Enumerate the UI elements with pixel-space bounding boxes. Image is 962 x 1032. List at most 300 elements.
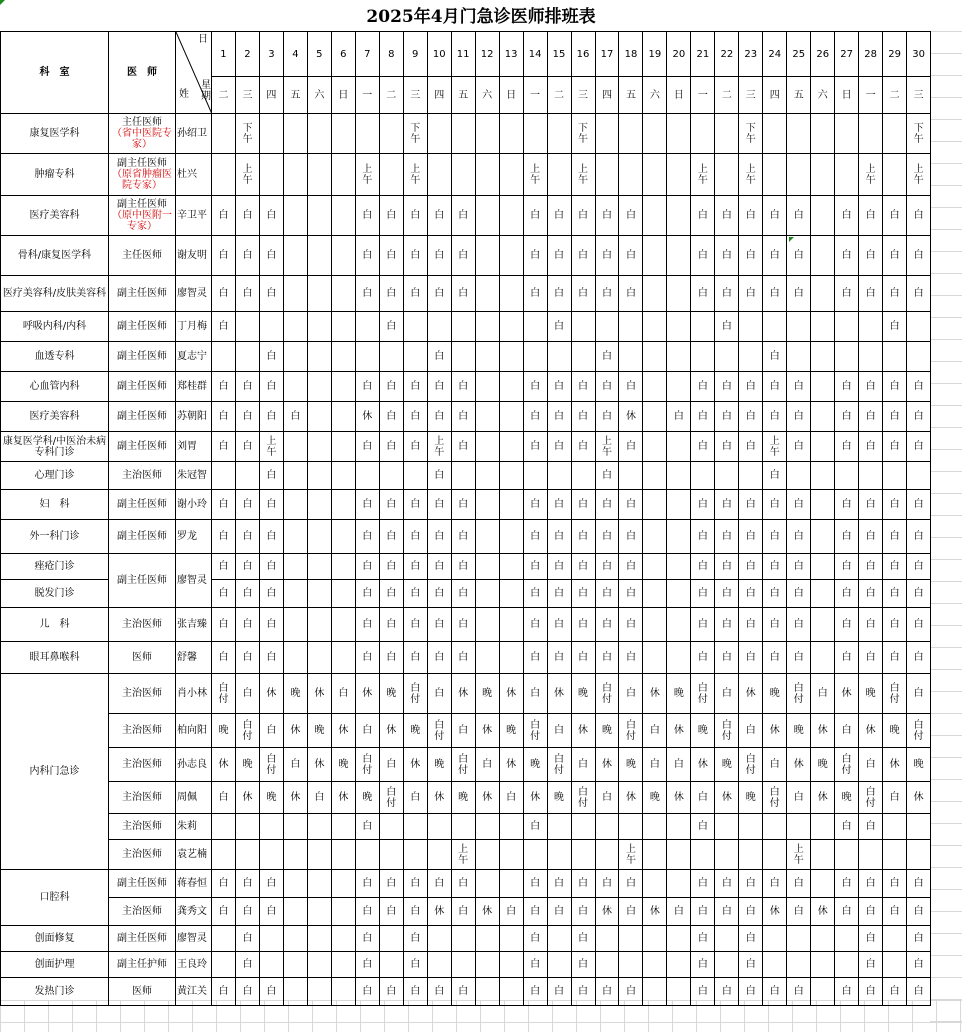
shift-cell bbox=[355, 312, 379, 342]
shift-cell bbox=[212, 978, 236, 1006]
shift-cell bbox=[259, 154, 283, 196]
shift-value: 白 bbox=[721, 561, 732, 572]
doctor-name: 廖智灵 bbox=[176, 554, 212, 608]
shift-value: 白 bbox=[625, 288, 636, 299]
shift-cell bbox=[355, 372, 379, 402]
shift-value: 白付 bbox=[530, 719, 541, 742]
shift-value: 上午 bbox=[578, 163, 589, 186]
shift-value: 白 bbox=[745, 561, 756, 572]
shift-cell bbox=[475, 236, 499, 276]
day-number: 30 bbox=[907, 32, 931, 77]
shift-value: 白 bbox=[841, 499, 852, 510]
shift-cell bbox=[451, 978, 475, 1006]
shift-value: 白 bbox=[697, 531, 708, 542]
shift-value: 白 bbox=[266, 588, 277, 599]
shift-value: 白 bbox=[625, 499, 636, 510]
shift-value: 白 bbox=[769, 411, 780, 422]
shift-cell bbox=[259, 432, 283, 462]
shift-cell bbox=[595, 196, 619, 236]
shift-cell bbox=[691, 554, 715, 580]
shift-cell bbox=[739, 898, 763, 926]
shift-value: 白 bbox=[242, 288, 253, 299]
shift-cell bbox=[283, 580, 307, 608]
shift-value: 白 bbox=[266, 210, 277, 221]
shift-cell bbox=[355, 978, 379, 1006]
shift-value: 白 bbox=[218, 561, 229, 572]
shift-cell bbox=[643, 580, 667, 608]
shift-value: 休 bbox=[817, 906, 828, 917]
shift-value: 休 bbox=[913, 792, 924, 803]
shift-value: 白 bbox=[793, 381, 804, 392]
shift-cell bbox=[547, 312, 571, 342]
shift-value: 白 bbox=[218, 531, 229, 542]
shift-value: 白 bbox=[721, 531, 732, 542]
shift-cell bbox=[331, 580, 355, 608]
shift-cell bbox=[475, 342, 499, 372]
shift-cell bbox=[331, 978, 355, 1006]
shift-value: 白 bbox=[578, 250, 589, 261]
shift-cell bbox=[619, 580, 643, 608]
shift-cell bbox=[787, 402, 811, 432]
table-row bbox=[1, 840, 931, 870]
department-cell: 口腔科 bbox=[1, 870, 109, 926]
shift-cell bbox=[571, 372, 595, 402]
shift-cell bbox=[355, 926, 379, 952]
shift-cell bbox=[859, 372, 883, 402]
shift-cell bbox=[355, 490, 379, 520]
shift-cell bbox=[619, 342, 643, 372]
shift-cell bbox=[667, 554, 691, 580]
shift-cell bbox=[379, 840, 403, 870]
shift-value: 晚 bbox=[578, 688, 589, 699]
shift-value: 休 bbox=[482, 725, 493, 736]
shift-cell bbox=[835, 714, 859, 748]
shift-value: 白 bbox=[218, 250, 229, 261]
shift-value: 白 bbox=[601, 986, 612, 997]
shift-cell bbox=[907, 372, 931, 402]
shift-cell bbox=[379, 490, 403, 520]
shift-value: 白 bbox=[889, 250, 900, 261]
shift-cell bbox=[499, 952, 523, 978]
doctor-title-cell bbox=[109, 372, 176, 402]
shift-cell bbox=[883, 154, 907, 196]
shift-cell bbox=[595, 870, 619, 898]
shift-cell bbox=[715, 462, 739, 490]
shift-value: 白 bbox=[410, 959, 421, 970]
shift-cell bbox=[475, 462, 499, 490]
shift-cell bbox=[619, 490, 643, 520]
shift-cell bbox=[283, 870, 307, 898]
shift-cell bbox=[571, 898, 595, 926]
shift-value: 白 bbox=[554, 499, 565, 510]
shift-cell bbox=[883, 870, 907, 898]
shift-cell bbox=[883, 372, 907, 402]
shift-cell bbox=[547, 674, 571, 714]
shift-cell bbox=[523, 952, 547, 978]
shift-cell bbox=[739, 748, 763, 782]
shift-value: 白 bbox=[458, 411, 469, 422]
weekday: 三 bbox=[235, 77, 259, 114]
shift-cell bbox=[619, 276, 643, 312]
day-header-label: 日 bbox=[198, 34, 208, 45]
shift-cell bbox=[787, 952, 811, 978]
shift-cell bbox=[283, 236, 307, 276]
shift-cell bbox=[571, 432, 595, 462]
shift-value: 白 bbox=[386, 381, 397, 392]
shift-cell bbox=[307, 554, 331, 580]
shift-value: 白 bbox=[554, 288, 565, 299]
shift-cell bbox=[571, 402, 595, 432]
shift-cell bbox=[619, 814, 643, 840]
weekday: 六 bbox=[643, 77, 667, 114]
shift-cell bbox=[547, 870, 571, 898]
shift-cell bbox=[763, 608, 787, 642]
department-cell: 脱发门诊 bbox=[1, 580, 109, 608]
shift-cell bbox=[259, 674, 283, 714]
shift-value: 白 bbox=[410, 250, 421, 261]
shift-value: 白付 bbox=[769, 786, 780, 809]
doctor-title: 主任医师 bbox=[122, 250, 162, 261]
shift-value: 白 bbox=[410, 906, 421, 917]
weekday: 三 bbox=[403, 77, 427, 114]
shift-cell bbox=[212, 952, 236, 978]
shift-cell bbox=[667, 870, 691, 898]
shift-value: 白 bbox=[745, 250, 756, 261]
shift-cell bbox=[883, 926, 907, 952]
shift-value: 白 bbox=[266, 878, 277, 889]
shift-cell bbox=[235, 312, 259, 342]
shift-cell bbox=[547, 372, 571, 402]
shift-value: 白 bbox=[625, 561, 636, 572]
weekday: 二 bbox=[379, 77, 403, 114]
shift-value: 白付 bbox=[410, 682, 421, 705]
shift-cell bbox=[643, 462, 667, 490]
shift-value: 白 bbox=[578, 441, 589, 452]
weekday: 二 bbox=[212, 77, 236, 114]
shift-value: 白 bbox=[769, 250, 780, 261]
shift-value: 白 bbox=[530, 441, 541, 452]
shift-value: 白 bbox=[625, 441, 636, 452]
shift-value: 白 bbox=[218, 619, 229, 630]
shift-cell bbox=[403, 236, 427, 276]
shift-cell bbox=[619, 402, 643, 432]
shift-cell bbox=[331, 236, 355, 276]
shift-cell bbox=[283, 952, 307, 978]
shift-value: 白 bbox=[434, 619, 445, 630]
shift-cell bbox=[451, 490, 475, 520]
shift-value: 白 bbox=[554, 725, 565, 736]
shift-cell bbox=[547, 114, 571, 154]
shift-value: 休 bbox=[434, 906, 445, 917]
doctor-name: 刘胃 bbox=[176, 432, 212, 462]
shift-cell bbox=[619, 898, 643, 926]
shift-cell bbox=[715, 926, 739, 952]
shift-cell bbox=[331, 898, 355, 926]
shift-value: 白 bbox=[578, 759, 589, 770]
shift-cell bbox=[787, 714, 811, 748]
shift-cell bbox=[859, 978, 883, 1006]
shift-value: 白 bbox=[554, 619, 565, 630]
shift-cell bbox=[523, 608, 547, 642]
shift-value: 白 bbox=[601, 531, 612, 542]
shift-value: 白 bbox=[242, 986, 253, 997]
shift-cell bbox=[212, 714, 236, 748]
shift-value: 晚 bbox=[530, 759, 541, 770]
shift-cell bbox=[403, 154, 427, 196]
shift-cell bbox=[691, 114, 715, 154]
shift-value: 晚 bbox=[769, 688, 780, 699]
shift-value: 白 bbox=[218, 411, 229, 422]
shift-cell bbox=[787, 870, 811, 898]
shift-value: 白 bbox=[625, 210, 636, 221]
shift-cell bbox=[811, 402, 835, 432]
shift-cell bbox=[259, 372, 283, 402]
shift-cell bbox=[475, 782, 499, 814]
shift-value: 白 bbox=[697, 588, 708, 599]
shift-value: 白 bbox=[242, 561, 253, 572]
shift-cell bbox=[523, 642, 547, 674]
shift-value: 白 bbox=[697, 250, 708, 261]
shift-cell bbox=[715, 814, 739, 840]
shift-cell bbox=[715, 782, 739, 814]
shift-cell bbox=[715, 342, 739, 372]
shift-cell bbox=[595, 236, 619, 276]
shift-value: 白 bbox=[530, 250, 541, 261]
shift-cell bbox=[763, 236, 787, 276]
shift-value: 白 bbox=[841, 652, 852, 663]
department-cell: 呼吸内科/内科 bbox=[1, 312, 109, 342]
shift-cell bbox=[259, 312, 283, 342]
shift-cell bbox=[427, 608, 451, 642]
shift-cell bbox=[475, 898, 499, 926]
shift-value: 白 bbox=[601, 351, 612, 362]
shift-cell bbox=[811, 580, 835, 608]
table-row bbox=[1, 276, 931, 312]
shift-cell bbox=[379, 236, 403, 276]
shift-value: 白 bbox=[841, 821, 852, 832]
shift-cell bbox=[643, 490, 667, 520]
table-row bbox=[1, 870, 931, 898]
doctor-title: 副主任医师 bbox=[117, 381, 167, 392]
shift-value: 白付 bbox=[601, 682, 612, 705]
shift-cell bbox=[212, 580, 236, 608]
shift-cell bbox=[907, 870, 931, 898]
shift-cell bbox=[283, 490, 307, 520]
shift-value: 白 bbox=[865, 588, 876, 599]
doctor-title-cell bbox=[109, 926, 176, 952]
shift-cell bbox=[763, 490, 787, 520]
shift-cell bbox=[475, 402, 499, 432]
doctor-title: 主治医师 bbox=[122, 849, 162, 860]
shift-cell bbox=[403, 462, 427, 490]
shift-cell bbox=[499, 520, 523, 554]
day-number: 26 bbox=[811, 32, 835, 77]
shift-value: 白 bbox=[266, 986, 277, 997]
shift-value: 休 bbox=[625, 411, 636, 422]
doctor-title-note: （省中医院专家） bbox=[112, 128, 172, 150]
shift-cell bbox=[763, 276, 787, 312]
shift-cell bbox=[643, 714, 667, 748]
shift-value: 白 bbox=[601, 588, 612, 599]
shift-cell bbox=[235, 196, 259, 236]
shift-value: 白 bbox=[745, 652, 756, 663]
shift-cell bbox=[571, 554, 595, 580]
shift-value: 休 bbox=[266, 688, 277, 699]
weekday: 一 bbox=[859, 77, 883, 114]
department-cell: 创面修复 bbox=[1, 926, 109, 952]
shift-value: 白 bbox=[530, 652, 541, 663]
shift-cell bbox=[811, 840, 835, 870]
shift-cell bbox=[571, 312, 595, 342]
shift-cell bbox=[667, 490, 691, 520]
doctor-name: 肖小林 bbox=[176, 674, 212, 714]
shift-cell bbox=[403, 490, 427, 520]
doctor-title-cell bbox=[109, 898, 176, 926]
shift-cell bbox=[643, 782, 667, 814]
shift-cell bbox=[691, 372, 715, 402]
shift-cell bbox=[355, 782, 379, 814]
shift-value: 白 bbox=[458, 986, 469, 997]
shift-value: 白 bbox=[913, 250, 924, 261]
shift-cell bbox=[427, 952, 451, 978]
shift-value: 白 bbox=[601, 878, 612, 889]
shift-value: 白 bbox=[290, 411, 301, 422]
shift-value: 白 bbox=[242, 210, 253, 221]
shift-cell bbox=[715, 952, 739, 978]
doctor-name: 张吉臻 bbox=[176, 608, 212, 642]
day-number: 12 bbox=[475, 32, 499, 77]
shift-cell bbox=[763, 814, 787, 840]
shift-value: 白 bbox=[530, 959, 541, 970]
shift-cell bbox=[427, 154, 451, 196]
shift-value: 白 bbox=[386, 250, 397, 261]
shift-cell bbox=[379, 674, 403, 714]
shift-value: 白 bbox=[889, 588, 900, 599]
shift-value: 白 bbox=[793, 288, 804, 299]
shift-cell bbox=[883, 714, 907, 748]
shift-cell bbox=[715, 580, 739, 608]
doctor-title: 主治医师 bbox=[122, 821, 162, 832]
shift-cell bbox=[763, 554, 787, 580]
shift-cell bbox=[571, 236, 595, 276]
shift-value: 白 bbox=[865, 499, 876, 510]
shift-value: 白 bbox=[769, 470, 780, 481]
shift-value: 白 bbox=[841, 619, 852, 630]
shift-cell bbox=[547, 490, 571, 520]
shift-cell bbox=[787, 926, 811, 952]
shift-cell bbox=[691, 978, 715, 1006]
shift-value: 白 bbox=[458, 725, 469, 736]
table-row bbox=[1, 312, 931, 342]
shift-value: 晚 bbox=[889, 725, 900, 736]
shift-cell bbox=[787, 840, 811, 870]
shift-value: 晚 bbox=[338, 759, 349, 770]
shift-cell bbox=[811, 898, 835, 926]
shift-value: 白 bbox=[841, 986, 852, 997]
shift-value: 白 bbox=[721, 288, 732, 299]
table-row bbox=[1, 432, 931, 462]
shift-value: 白 bbox=[218, 878, 229, 889]
shift-cell bbox=[667, 196, 691, 236]
shift-cell bbox=[835, 870, 859, 898]
shift-cell bbox=[691, 952, 715, 978]
shift-cell bbox=[691, 196, 715, 236]
table-row bbox=[1, 978, 931, 1006]
table-row bbox=[1, 154, 931, 196]
shift-cell bbox=[499, 154, 523, 196]
shift-cell bbox=[283, 926, 307, 952]
shift-value: 晚 bbox=[362, 792, 373, 803]
shift-cell bbox=[619, 196, 643, 236]
shift-cell bbox=[619, 520, 643, 554]
shift-cell bbox=[259, 642, 283, 674]
shift-value: 白 bbox=[242, 381, 253, 392]
shift-cell bbox=[643, 372, 667, 402]
shift-cell bbox=[283, 196, 307, 236]
shift-cell bbox=[811, 154, 835, 196]
shift-cell bbox=[283, 898, 307, 926]
shift-cell bbox=[355, 520, 379, 554]
shift-cell bbox=[212, 608, 236, 642]
shift-cell bbox=[547, 814, 571, 840]
shift-cell bbox=[331, 402, 355, 432]
shift-value: 白 bbox=[793, 986, 804, 997]
shift-value: 休 bbox=[865, 725, 876, 736]
shift-value: 白 bbox=[721, 441, 732, 452]
table-row bbox=[1, 342, 931, 372]
sheet-gridlines-right bbox=[930, 31, 962, 1031]
shift-cell bbox=[907, 978, 931, 1006]
shift-value: 下午 bbox=[913, 122, 924, 145]
shift-cell bbox=[715, 748, 739, 782]
shift-cell bbox=[475, 748, 499, 782]
shift-cell bbox=[907, 402, 931, 432]
shift-value: 休 bbox=[482, 906, 493, 917]
shift-value: 白 bbox=[530, 499, 541, 510]
shift-value: 上午 bbox=[745, 163, 756, 186]
shift-value: 白 bbox=[434, 499, 445, 510]
shift-cell bbox=[715, 898, 739, 926]
shift-cell bbox=[523, 236, 547, 276]
shift-cell bbox=[307, 342, 331, 372]
doctor-title-cell bbox=[109, 236, 176, 276]
shift-value: 白 bbox=[218, 441, 229, 452]
shift-cell bbox=[739, 312, 763, 342]
shift-cell bbox=[619, 462, 643, 490]
shift-cell bbox=[691, 748, 715, 782]
shift-cell bbox=[331, 840, 355, 870]
shift-cell bbox=[811, 978, 835, 1006]
shift-value: 晚 bbox=[266, 792, 277, 803]
shift-value: 白 bbox=[386, 411, 397, 422]
shift-cell bbox=[739, 402, 763, 432]
shift-cell bbox=[331, 748, 355, 782]
shift-cell bbox=[451, 748, 475, 782]
shift-cell bbox=[859, 840, 883, 870]
shift-cell bbox=[811, 952, 835, 978]
shift-value: 白 bbox=[386, 906, 397, 917]
doctor-title: 主治医师 bbox=[122, 688, 162, 699]
shift-value: 休 bbox=[697, 759, 708, 770]
shift-value: 白 bbox=[769, 499, 780, 510]
department-cell: 儿 科 bbox=[1, 608, 109, 642]
shift-cell bbox=[355, 342, 379, 372]
shift-cell bbox=[619, 674, 643, 714]
shift-value: 白 bbox=[865, 288, 876, 299]
department-cell: 眼耳鼻喉科 bbox=[1, 642, 109, 674]
shift-value: 白 bbox=[697, 619, 708, 630]
weekday: 三 bbox=[739, 77, 763, 114]
